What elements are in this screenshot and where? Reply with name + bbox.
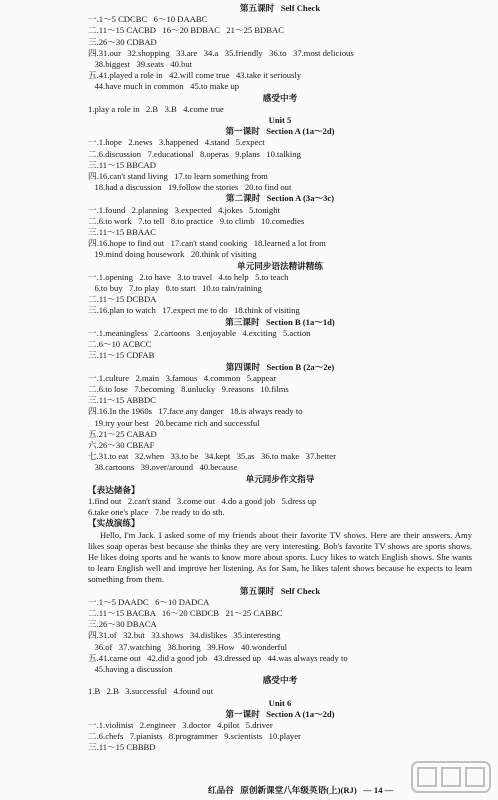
answer-line: 一.1.culture 2.main 3.famous 4.common 5.appear — [88, 372, 277, 383]
answer-line: 五.41.came out 42.did a good job 43.dressed up 44.was always ready to — [88, 652, 348, 663]
section-heading: 感受中考 — [262, 92, 298, 103]
answer-line: 二.11～15 CACBD 16～20 BDBAC 21～25 BDBAC — [88, 25, 284, 36]
section-heading: 第五课时 Self Check — [239, 585, 321, 596]
answer-line: 一.1～5 DAADC 6～10 DADCA — [88, 596, 210, 607]
answer-line: 四.16.In the 1960s 17.face any danger 18.is always ready to — [88, 406, 303, 417]
answer-line: 二.6～10 ACBCC — [88, 339, 152, 350]
answer-content — [88, 3, 472, 754]
answer-line: 三.26～30 DBACA — [88, 619, 157, 630]
answer-line: 三.16.plan to watch 17.expect me to do 18.think of visiting — [88, 305, 300, 316]
answer-line: 45.having a discussion — [88, 663, 173, 674]
section-heading: Unit 6 — [268, 697, 292, 708]
answer-line: 三.11～15 BBCAD — [88, 159, 156, 170]
stamp-watermark-icon — [410, 760, 492, 794]
answer-line: 五.41.played a role in 42.will come true 43.take it seriously — [88, 70, 302, 81]
answer-line: 【表达储备】 — [88, 484, 140, 495]
answer-line: 四.16.can't stand living 17.to learn something from — [88, 171, 268, 182]
section-heading: 第二课时 Section A (3a～3c) — [225, 193, 335, 204]
section-heading: 第五课时 Self Check — [239, 3, 321, 13]
section-heading: 第一课时 Section A (1a～2d) — [225, 708, 335, 719]
answer-line: 二.6.discussion 7.educational 8.operas 9.plans 10.talking — [88, 148, 301, 159]
answer-line: 四.31.our 32.shopping 33.are 34.a 35.friendly 36.to 37.most delicious — [88, 47, 354, 58]
answer-line: 6.to buy 7.to play 8.to start 10.to rain/raining — [88, 283, 262, 294]
answer-line: 19.try your best 20.became rich and successful — [88, 417, 260, 428]
answer-line: 1.B 2.B 3.successful 4.found out — [88, 686, 214, 697]
answer-line: 【实战演练】 — [88, 518, 140, 529]
answer-line: 一.1.violinist 2.engineer 3.doctor 4.pilot 5.driver — [88, 720, 273, 730]
answer-line: 一.1.meaningless 2.cartoons 3.enjoyable 4.exciting 5.action — [88, 327, 311, 338]
answer-line: 三.26～30 CDBAD — [88, 36, 157, 47]
section-heading: 感受中考 — [262, 675, 298, 686]
answer-line: 四.16.hope to find out 17.can't stand cooking 18.learned a lot from — [88, 238, 326, 249]
section-heading: 单元同步语法精讲精练 — [237, 260, 323, 271]
answer-line: 二.11～15 DCBDA — [88, 294, 157, 305]
answer-line: 二.6.to lose 7.becoming 8.unlucky 9.reasons 10.films — [88, 383, 289, 394]
answer-line: 三.11～15 CBBBD — [88, 742, 156, 753]
answer-line: 一.1.found 2.planning 3.expected 4.jokes 5.tonight — [88, 204, 280, 215]
answer-line: 六.26～30 CBEAF — [88, 439, 155, 450]
section-heading: 单元同步作文指导 — [245, 473, 315, 484]
answer-line: 38.cartoons 39.over/around 40.because — [88, 462, 238, 473]
answer-line: 七.31.to eat 32.when 33.to be 34.kept 35.as 36.to make 37.better — [88, 451, 336, 462]
page-footer: 红品谷 原创新课堂八年级英语(上)(RJ) — 14 — — [208, 785, 394, 795]
answer-line: 三.11～15 CDFAB — [88, 350, 155, 361]
answer-line: 一.1.hope 2.news 3.happened 4.stand 5.expect — [88, 137, 265, 148]
section-heading: 第四课时 Section B (2a～2e) — [225, 361, 335, 372]
answer-line: 三.11～15 ABBDC — [88, 395, 156, 406]
answer-line: 18.had a discussion 19.follow the stories 20.to find out — [88, 182, 292, 193]
answer-line: 三.11～15 BBAAC — [88, 227, 156, 238]
answer-line: 五.21～25 CABAD — [88, 428, 157, 439]
section-heading: 第一课时 Section A (1a～2d) — [225, 126, 335, 137]
answer-line: 19.mind doing housework 20.think of visiting — [88, 249, 257, 260]
answer-line: 1.play a role in 2.B 3.B 4.come true — [88, 103, 224, 114]
answer-line: 二.11～15 BACBA 16～20 CBDCB 21～25 CABBC — [88, 607, 283, 618]
answer-line: 36.of 37.watching 38.boring 39.How 40.wonderful — [88, 641, 288, 652]
answer-line: 38.biggest 39.seats 40.but — [88, 59, 193, 70]
answer-line: 一.1～5 CDCBC 6～10 DAABC — [88, 14, 208, 25]
answer-line: 44.have much in common 45.to make up — [88, 81, 240, 92]
answer-line: 二.6.to work 7.to tell 8.to practice 9.to climb 10.comedies — [88, 215, 305, 226]
essay-paragraph: Hello, I'm Jack. I asked some of my friends about their favorite TV shows. Here are their answers. Amy likes soap operas best because she thinks they are very interesting. Bob's favorite TV shows are sports shows. He likes doing sports and he wants to know more about sports. Lucy likes to watch English shows. She wants to learn English well and improve her listening. As for Sam, he likes talent shows because he expects to learn something from them. — [88, 529, 472, 585]
answer-line: 一.1.opening 2.to have 3.to travel 4.to help 5.to teach — [88, 271, 289, 282]
answer-line: 二.6.chefs 7.pianists 8.programmer 9.scientists 10.player — [88, 731, 301, 742]
answer-line: 1.find out 2.can't stand 3.come out 4.do a good job 5.dress up — [88, 495, 317, 506]
answer-line: 6.take one's place 7.be ready to do sth. — [88, 507, 225, 518]
answer-line: 四.31.of 32.but 33.shows 34.dislikes 35.interesting — [88, 630, 281, 641]
section-heading: 第三课时 Section B (1a～1d) — [225, 316, 335, 327]
section-heading: Unit 5 — [268, 115, 292, 126]
